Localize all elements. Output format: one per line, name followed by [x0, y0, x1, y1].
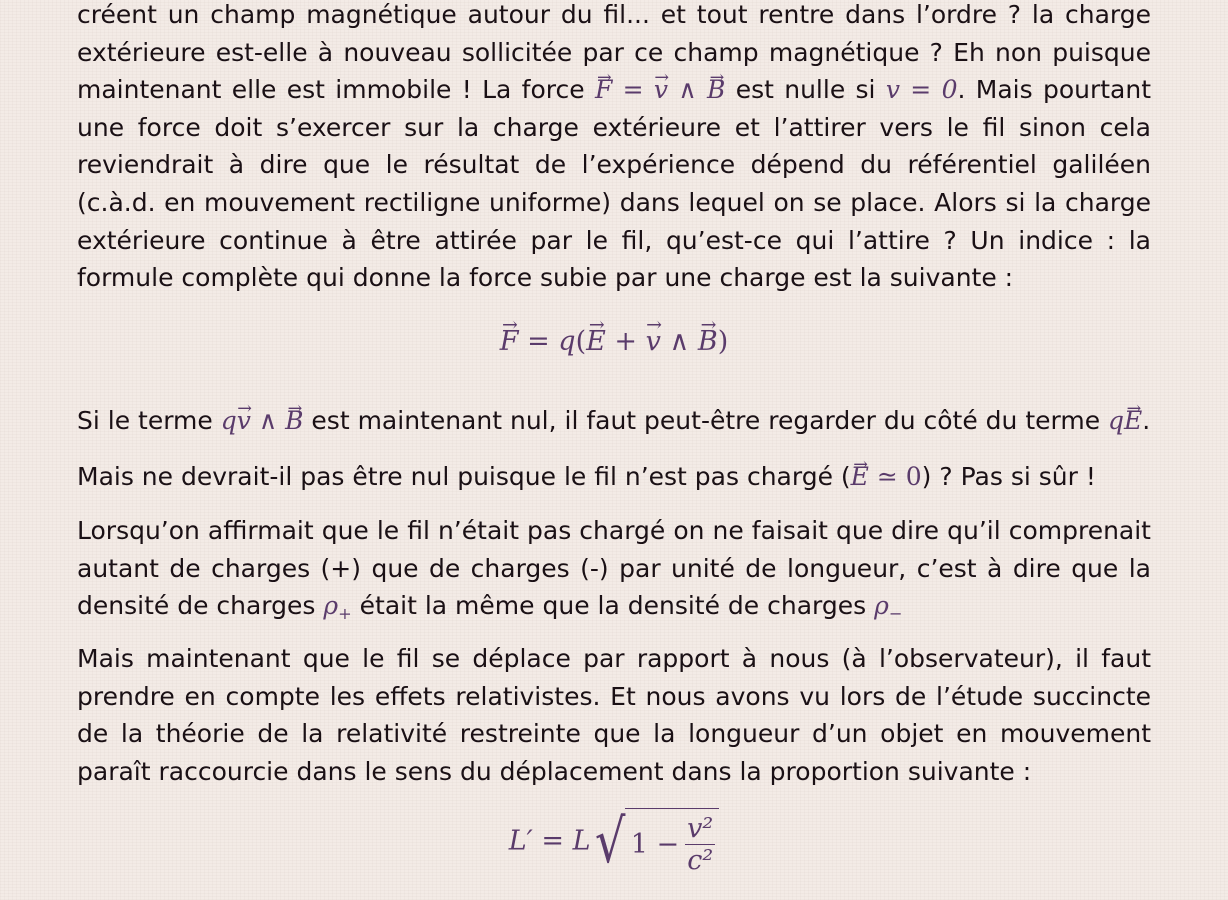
math-E-approx-zero: → E ≃ 0	[851, 462, 922, 491]
fraction-v2-c2: $\frac{\text{v²}}{\text{c²}}$	[687, 813, 714, 876]
math-rho-minus: $\rho_-$	[874, 591, 903, 624]
math-rho-plus: $\rho_+$	[323, 591, 352, 624]
math-qvB: q→ v ∧ → B	[221, 406, 304, 435]
paragraph-charge-density: Lorsqu’on affirmait que le fil n’était pas chargé on ne faisait que dire qu’il comprenait autant de charges (+) que de charges (-) par unité de longueur, c’est à dire que la densité de charges $\rho_+$ était la même que la densité de charges $\rho_-$	[77, 516, 1151, 624]
paragraph-magnetic-term: Si le terme q→ v ∧ → B est maintenant nul, il faut peut-être regarder du côté du terme q→ E.	[77, 402, 1151, 440]
paragraph-electric-field: Mais ne devrait-il pas être nul puisque le fil n’est pas chargé (→ E ≃ 0) ? Pas si sûr !	[77, 458, 1151, 496]
paragraph-relativity: Mais maintenant que le fil se déplace par rapport à nous (à l’observateur), il faut prendre en compte les effets relativistes. Et nous avons vu lors de l’étude succincte de la théorie de la relativité restreinte que la longueur d’un objet en mouvement paraît raccourcie dans le sens du déplacement dans la proportion suivante :	[77, 644, 1151, 786]
math-qE: q→ E	[1108, 406, 1142, 435]
square-root: √ 1 − $\frac{\text{v²}}{\text{c²}}$	[591, 808, 720, 876]
math-v-zero: v = 0	[885, 75, 958, 105]
equation-lorentz-force: → F = q(→ E + → v ∧ → B)	[77, 326, 1151, 357]
paragraph-force-question: créent un champ magnétique autour du fil... et tout rentre dans l’ordre ? la charge extérieure est-elle à nouveau sollicitée par ce champ magnétique ? Eh non puisque maintenant elle est immobile ! La force → F = → v ∧ → B est nulle si v = 0. Mais pourtant une force doit s’exercer sur la charge extérieure et l’attirer vers le fil sinon cela reviendrait à dire que le résultat de l’expérience dépend du référentiel galiléen (c.à.d. en mouvement rectiligne uniforme) dans lequel on se place. Alors si la charge extérieure continue à être attirée par le fil, qu’est-ce qui l’attire ? Un indice : la formule complète qui donne la force subie par une charge est la suivante :	[77, 0, 1151, 297]
math-force-lorentz-magnetic: → F = → v ∧ → B	[595, 75, 725, 104]
equation-length-contraction: L′ = L √ 1 − $\frac{\text{v²}}{\text{c²}}$	[77, 808, 1151, 876]
